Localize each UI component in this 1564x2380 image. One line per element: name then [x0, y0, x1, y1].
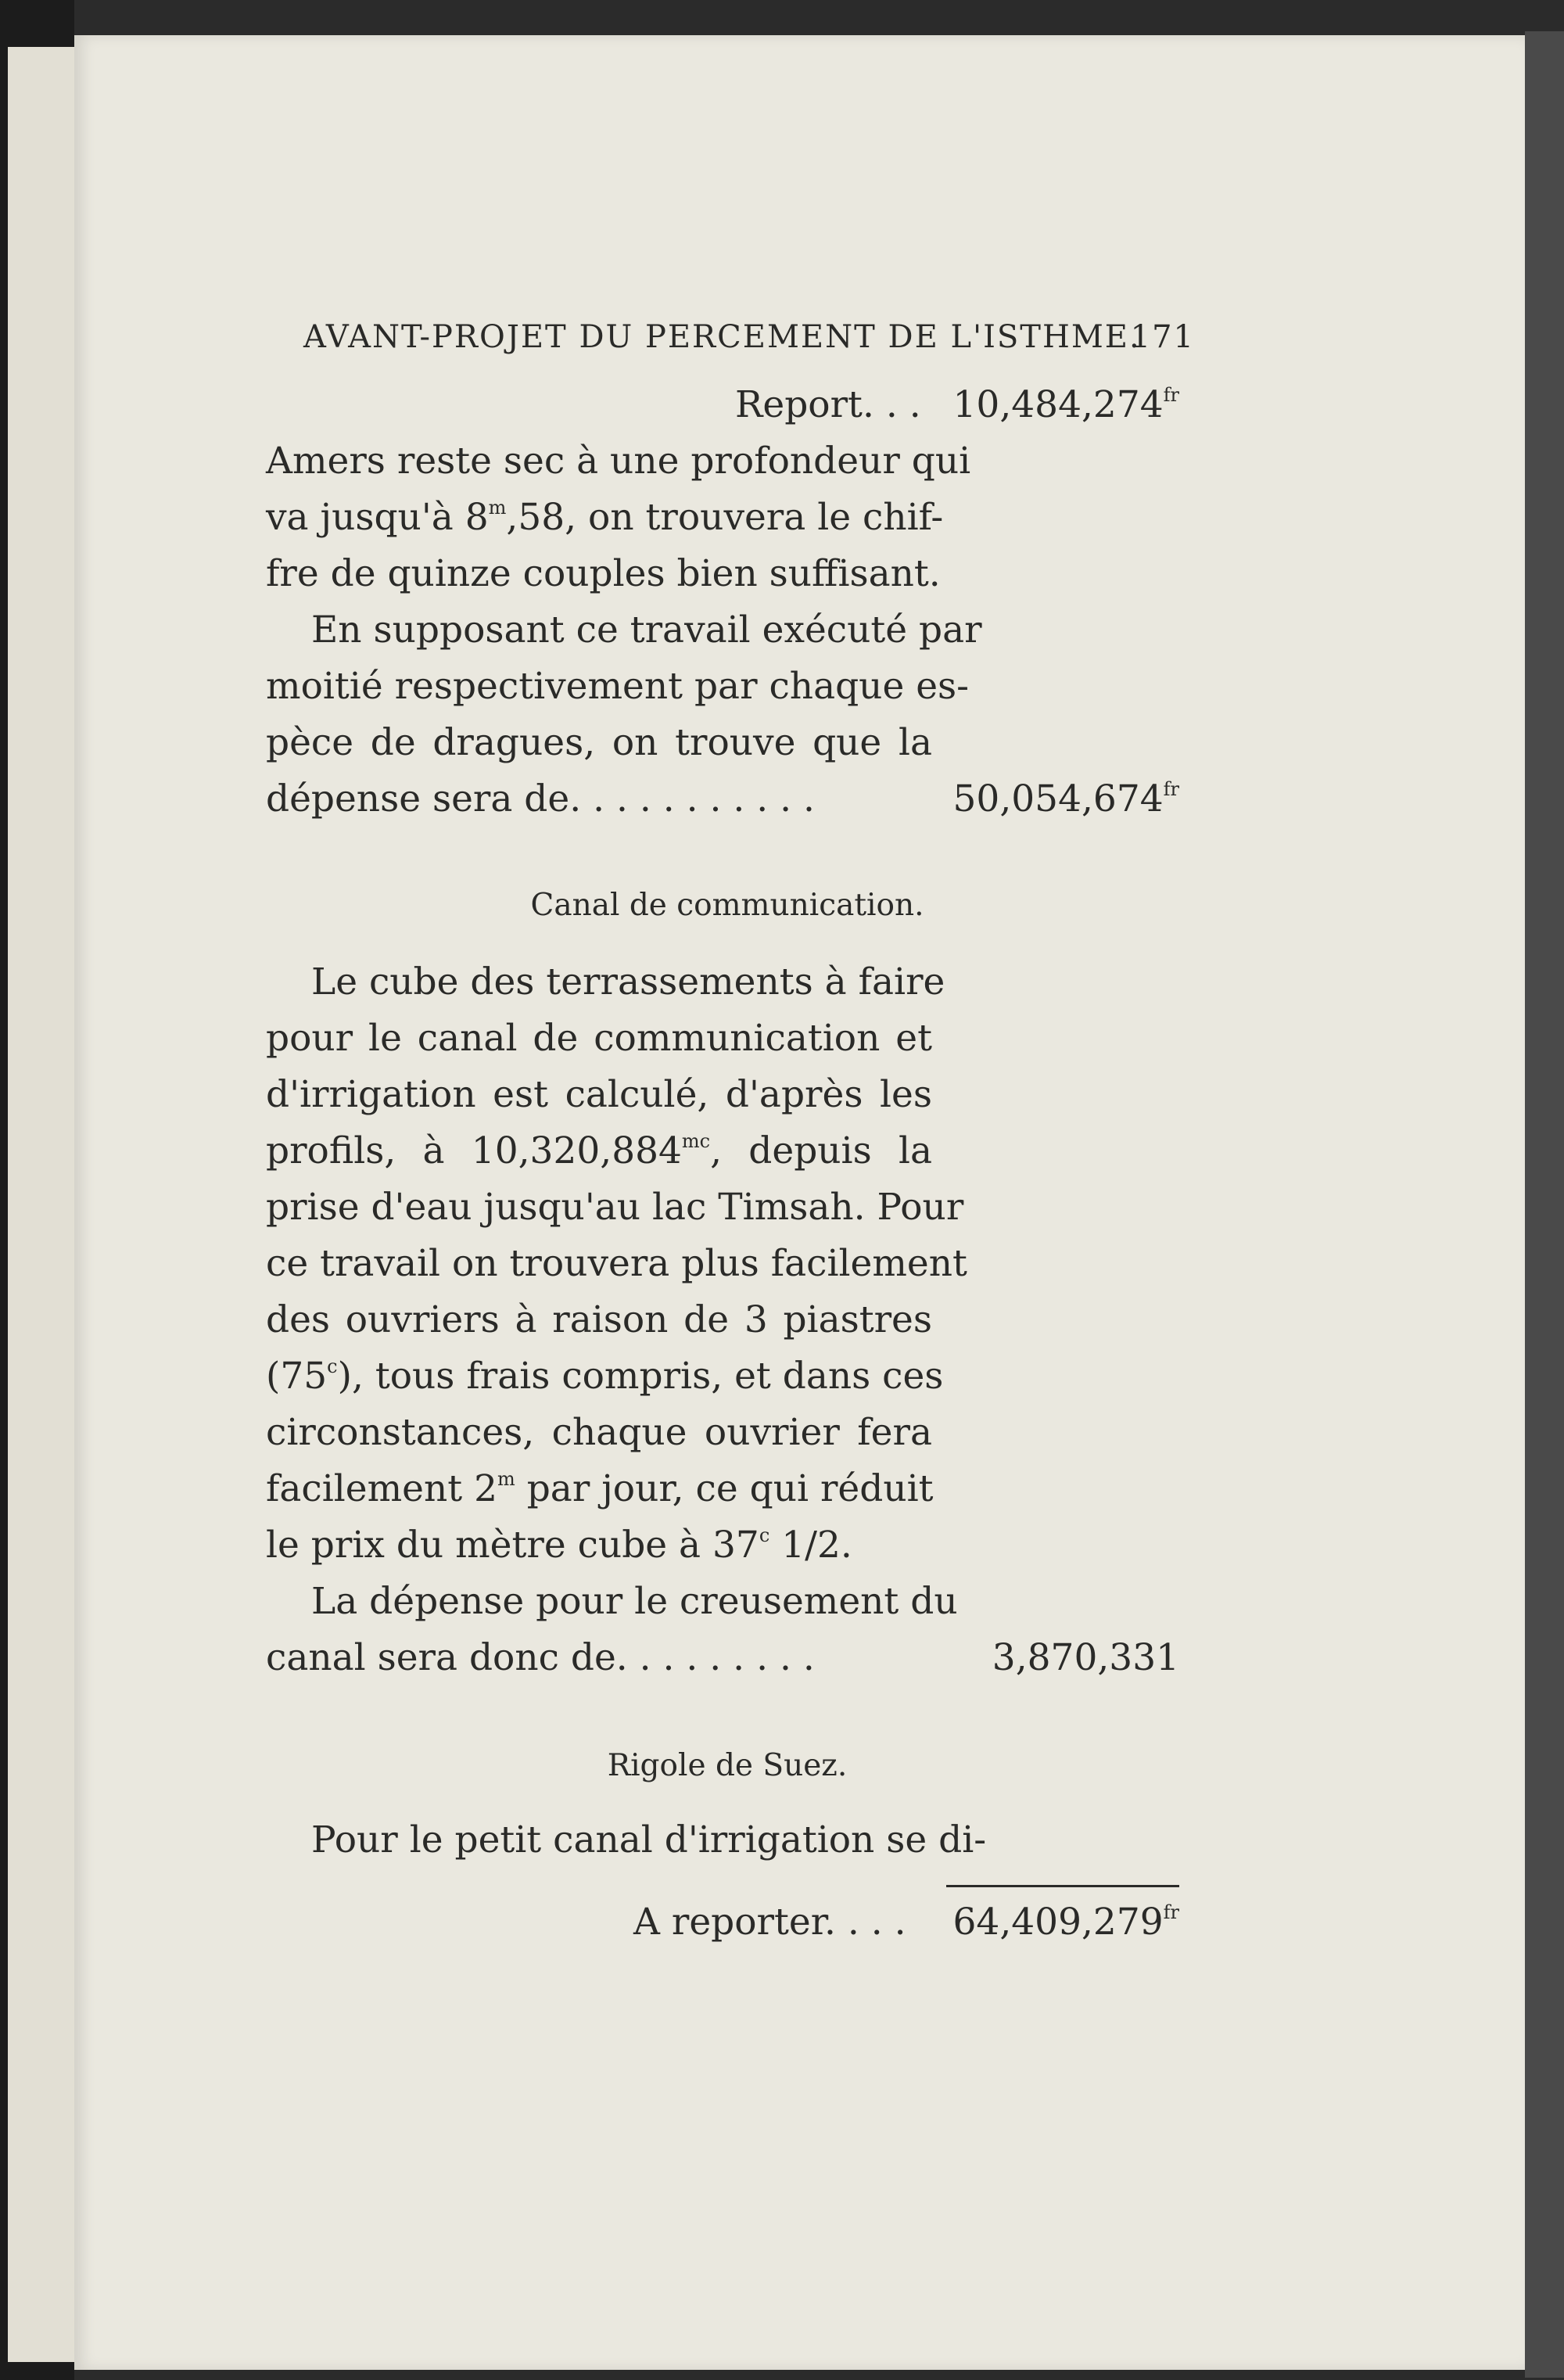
- carry-forward-line: [266, 1901, 1189, 1957]
- total-rule: [946, 1885, 1179, 1887]
- text-line: le prix du mètre cube à 37$^c$ 1/2.: [266, 1524, 852, 1567]
- text-line: facilement 2$^m$ par jour, ce qui réduit: [266, 1467, 934, 1510]
- carry-forward-label: A reporter. . . .: [633, 1901, 906, 1944]
- running-title: AVANT-PROJET DU PERCEMENT DE L'ISTHME.: [303, 319, 1141, 355]
- text-line: (75$^c$), tous frais compris, et dans ces: [266, 1355, 944, 1398]
- text-line: Le cube des terrassements à faire: [311, 960, 945, 1003]
- text-line: des ouvriers à raison de 3 piastres: [266, 1298, 932, 1341]
- text-line: prise d'eau jusqu'au lac Timsah. Pour: [266, 1186, 964, 1229]
- text-line: circonstances, chaque ouvrier fera: [266, 1411, 932, 1454]
- subtotal-amount: $50,054,674^{fr}$: [952, 777, 1179, 820]
- subtotal-amount: 3,870,331: [992, 1636, 1179, 1679]
- carry-forward-amount: $64,409,279^{fr}$: [952, 1901, 1179, 1944]
- subtotal-line: canal sera donc de. . . . . . . . . 3,870,331: [266, 1636, 1179, 1679]
- text-line: En supposant ce travail exécuté par: [311, 608, 982, 652]
- text-line: pèce de dragues, on trouve que la: [266, 721, 932, 764]
- report-amount: $10,484,274^{fr}$: [952, 383, 1179, 426]
- text-line: Amers reste sec à une profondeur qui: [266, 440, 971, 483]
- text-line: ce travail on trouvera plus facilement: [266, 1242, 967, 1285]
- section-heading: Rigole de Suez.: [607, 1748, 848, 1783]
- text-line: va jusqu'à 8$^m$,58, on trouvera le chif-: [266, 496, 944, 539]
- previous-page-edge: [8, 47, 74, 2362]
- text-line: Pour le petit canal d'irrigation se di-: [311, 1818, 987, 1861]
- text-line: moitié respectivement par chaque es-: [266, 665, 970, 708]
- text-line: d'irrigation est calculé, d'après les: [266, 1073, 932, 1116]
- report-label: Report. . .: [735, 383, 921, 426]
- text-line: La dépense pour le creusement du: [311, 1580, 958, 1623]
- text-line: fre de quinze couples bien suffisant.: [266, 552, 941, 595]
- subtotal-line: dépense sera de. . . . . . . . . . . $50,054,674^{fr}$: [266, 777, 1179, 820]
- report-line: [266, 383, 1189, 440]
- running-header: [303, 319, 1195, 355]
- section-heading: Canal de communication.: [530, 888, 924, 923]
- text-line: pour le canal de communication et: [266, 1017, 932, 1060]
- page-right-shadow: [1525, 31, 1564, 2378]
- text-line: profils, à $10,320,884^{mc}$, depuis la: [266, 1129, 932, 1172]
- page-number: 171: [1130, 319, 1195, 355]
